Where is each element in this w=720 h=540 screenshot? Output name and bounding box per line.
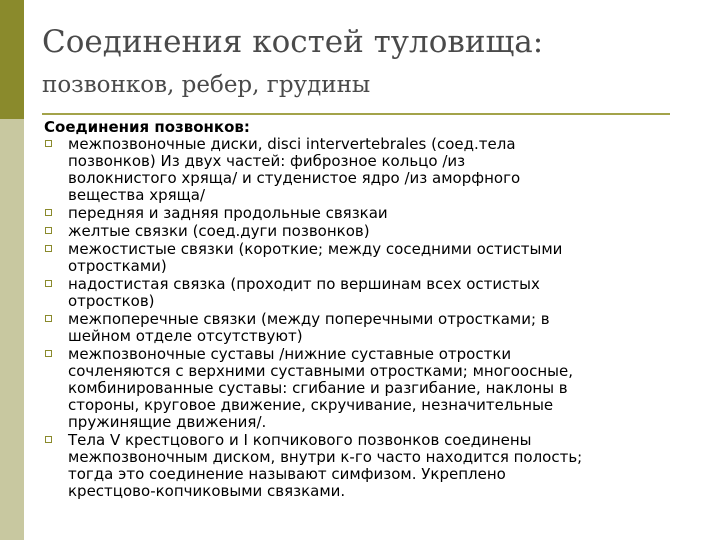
list-item-text-line: тогда это соединение называют симфизом. Укреплено — [68, 465, 506, 483]
list-item — [44, 346, 684, 431]
list-item — [44, 432, 684, 500]
list-item — [44, 241, 684, 275]
list-item-text-line: межостистые связки (короткие; между соседними остистыми — [68, 240, 563, 258]
square-bullet-icon — [45, 140, 52, 147]
left-accent-bar-bottom — [0, 119, 24, 540]
title-divider — [42, 113, 670, 115]
square-bullet-icon — [45, 315, 52, 322]
list-item — [44, 276, 684, 310]
left-accent-bar — [0, 0, 24, 540]
bullet-list — [44, 136, 684, 500]
left-accent-bar-top — [0, 0, 24, 119]
list-item-text-line: межпозвоночным диском, внутри к-го часто находится полость; — [68, 448, 583, 466]
list-item-text-line: надостистая связка (проходит по вершинам всех остистых — [68, 275, 540, 293]
list-item-text-line: отростками) — [68, 257, 167, 275]
square-bullet-icon — [45, 227, 52, 234]
slide-content — [44, 118, 684, 501]
list-item — [44, 205, 684, 222]
list-item-text-line: комбинированные суставы: сгибание и разгибание, наклоны в — [68, 379, 568, 397]
square-bullet-icon — [45, 245, 52, 252]
list-item-text-line: межпозвоночные диски, disci intervertebrales (соед.тела — [68, 135, 516, 153]
list-item-text-line: сочленяются с верхними суставными отростками; многоосные, — [68, 362, 573, 380]
list-item-text-line: стороны, круговое движение, скручивание, незначительные — [68, 396, 554, 414]
slide-title-line-1: Соединения костей туловища: — [42, 24, 544, 60]
slide-title — [42, 22, 682, 101]
list-item-text-line: желтые связки (соед.дуги позвонков) — [68, 222, 370, 240]
list-item-text-line: позвонков) Из двух частей: фиброзное кольцо /из — [68, 152, 466, 170]
slide-title-line-2: позвонков, ребер, грудины — [42, 72, 371, 98]
list-item-text-line: шейном отделе отсутствуют) — [68, 327, 303, 345]
list-item-text-line: передняя и задняя продольные связкаи — [68, 204, 388, 222]
section-heading: Соединения позвонков: — [44, 118, 250, 136]
list-item-text-line: пружинящие движения/. — [68, 413, 267, 431]
list-item — [44, 223, 684, 240]
list-item-text-line: вещества хряща/ — [68, 186, 206, 204]
list-item-text-line: межпозвоночные суставы /нижние суставные отростки — [68, 345, 512, 363]
list-item-text-line: Тела V крестцового и I копчикового позвонков соединены — [68, 431, 532, 449]
square-bullet-icon — [45, 436, 52, 443]
list-item-text-line: отростков) — [68, 292, 155, 310]
list-item — [44, 311, 684, 345]
list-item-text-line: межпоперечные связки (между поперечными отростками; в — [68, 310, 550, 328]
list-item — [44, 136, 684, 204]
list-item-text-line: крестцово-копчиковыми связками. — [68, 482, 346, 500]
square-bullet-icon — [45, 280, 52, 287]
square-bullet-icon — [45, 350, 52, 357]
list-item-text-line: волокнистого хряща/ и студенистое ядро /из аморфного — [68, 169, 521, 187]
square-bullet-icon — [45, 209, 52, 216]
